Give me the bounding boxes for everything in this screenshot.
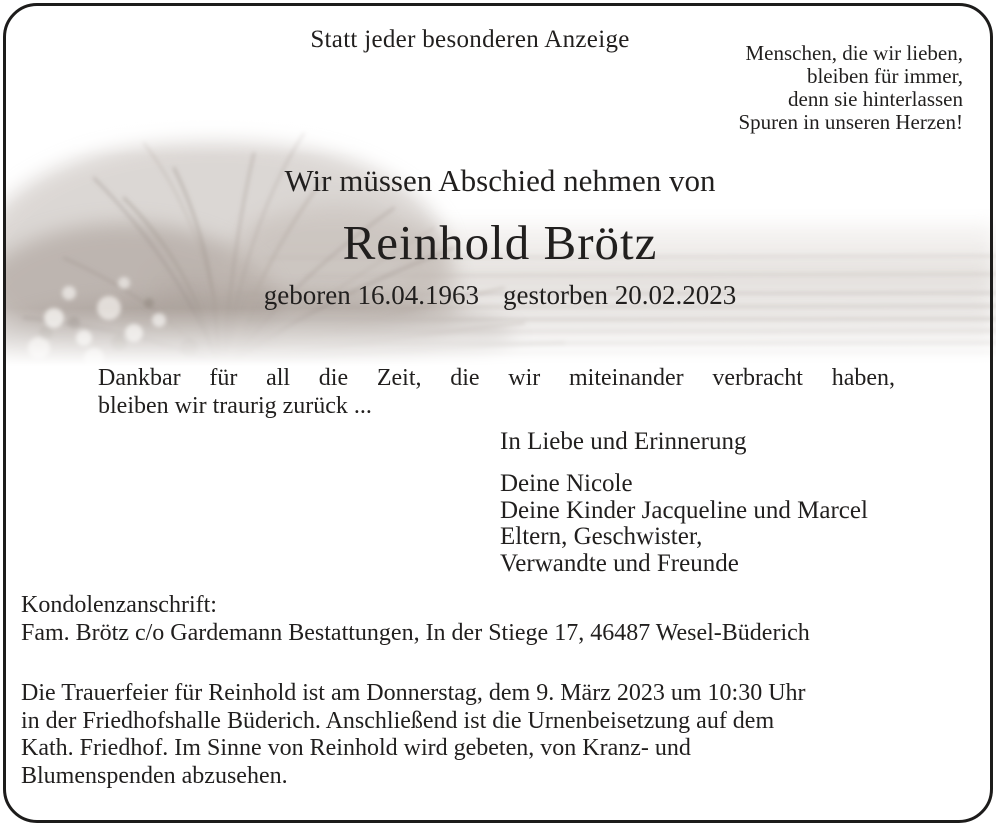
mourner-line: Verwandte und Freunde <box>500 549 739 577</box>
condolence-label: Kondolenzanschrift: <box>21 592 217 618</box>
mourners-block <box>500 428 868 577</box>
funeral-details-line: Kath. Friedhof. Im Sinne von Reinhold wird gebeten, von Kranz- und <box>21 735 691 762</box>
farewell-intro: Wir müssen Abschied nehmen von <box>284 163 716 198</box>
gratitude-text <box>98 364 895 420</box>
gratitude-line: bleiben wir traurig zurück ... <box>98 393 372 419</box>
birth-date: geboren 16.04.1963 <box>263 280 479 310</box>
funeral-details-line: in der Friedhofshalle Büderich. Anschließend ist die Urnenbeisetzung auf dem <box>21 707 775 734</box>
condolence-address: Fam. Brötz c/o Gardemann Bestattungen, In der Stiege 17, 46487 Wesel-Büderich <box>21 619 810 646</box>
quote-line: denn sie hinterlassen <box>788 87 963 111</box>
death-date: gestorben 20.02.2023 <box>503 280 737 310</box>
quote-line: bleiben für immer, <box>806 64 963 88</box>
quote-line: Spuren in unseren Herzen! <box>738 110 963 134</box>
deceased-name: Reinhold Brötz <box>342 215 658 270</box>
condolence-block <box>21 592 810 647</box>
funeral-details <box>21 680 806 790</box>
mourner-line: Eltern, Geschwister, <box>500 523 703 550</box>
header-note: Statt jeder besonderen Anzeige <box>310 26 630 53</box>
mourner-line: Deine Nicole <box>500 470 633 497</box>
funeral-details-line: Blumenspenden abzusehen. <box>21 762 288 789</box>
funeral-details-line: Die Trauerfeier für Reinhold ist am Donnerstag, dem 9. März 2023 um 10:30 Uhr <box>21 680 806 706</box>
life-dates <box>0 280 1000 311</box>
quote-line: Menschen, die wir lieben, <box>745 41 963 65</box>
memorial-quote <box>739 42 964 134</box>
gratitude-line: Dankbar für all die Zeit, die wir miteinander verbracht haben, <box>98 365 895 391</box>
mourners-heading: In Liebe und Erinnerung <box>500 428 747 455</box>
mourner-line: Deine Kinder Jacqueline und Marcel <box>500 496 868 524</box>
